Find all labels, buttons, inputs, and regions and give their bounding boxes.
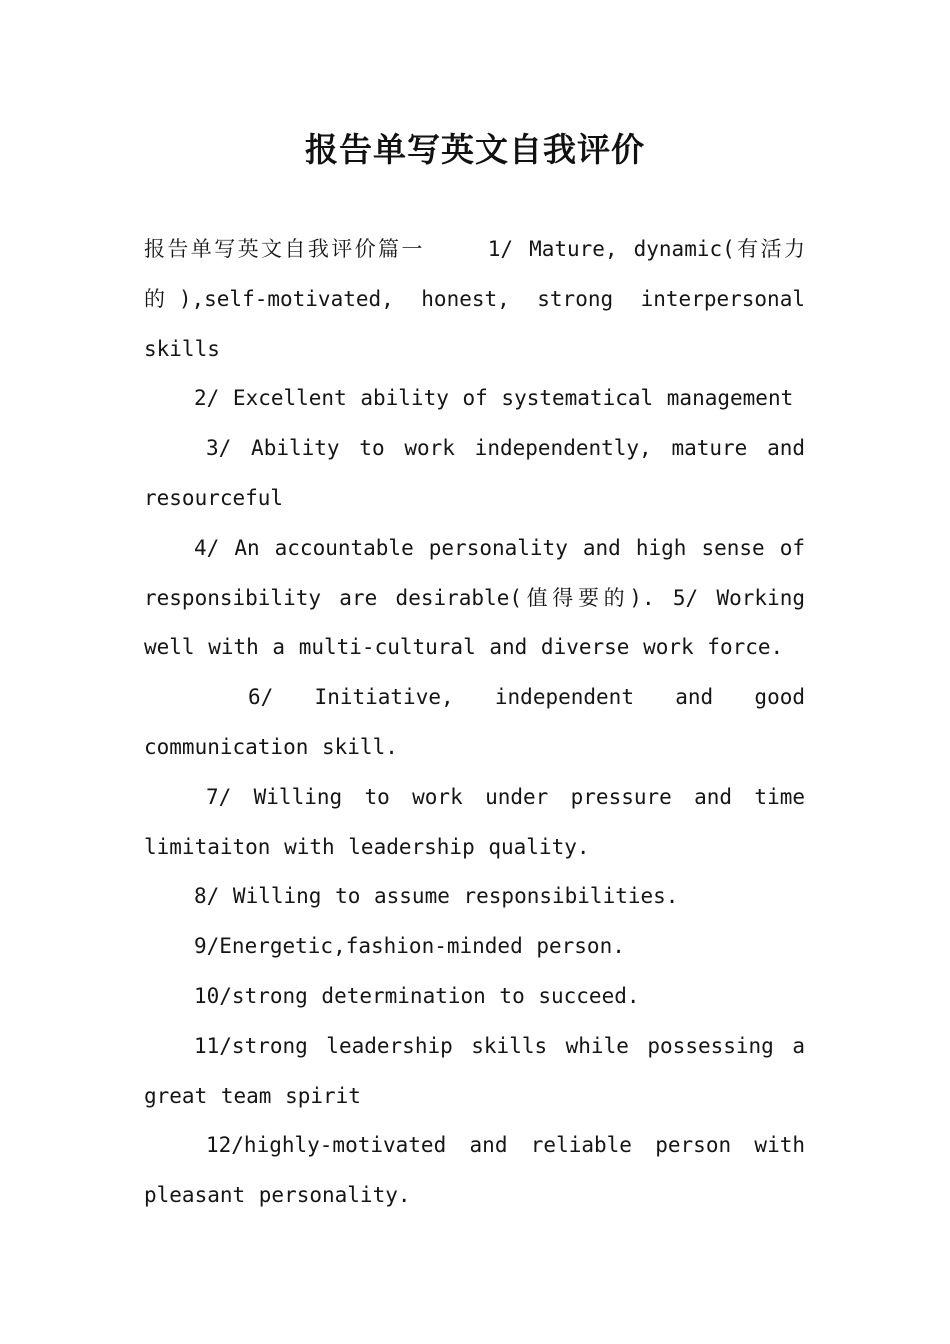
paragraph-3: 3/ Ability to work independently, mature and resourceful [144,436,805,510]
paragraph-8: 9/Energetic,fashion-minded person. [194,934,625,959]
paragraph-1: 报告单写英文自我评价篇一 1/ Mature, dynamic(有活力的),self-motivated, honest, strong interpersonal skills [144,237,805,361]
paragraph-5: 6/ Initiative, independent and good communication skill. [144,685,805,759]
paragraph-11: 12/highly-motivated and reliable person with pleasant personality. [144,1133,805,1208]
paragraph-9: 10/strong determination to succeed. [194,983,640,1008]
paragraph-7: 8/ Willing to assume responsibilities. [194,884,679,909]
paragraph-10: 11/strong leadership skills while possessing a great team spirit [144,1033,805,1108]
paragraph-2: 2/ Excellent ability of systematical management [194,386,794,411]
document-body [144,225,805,1221]
paragraph-4: 4/ An accountable personality and high sense of responsibility are desirable(值得要的). 5/ Working well with a multi-cultural and diverse work force. [144,535,805,660]
document-title: 报告单写英文自我评价 [305,130,645,169]
paragraph-6: 7/ Willing to work under pressure and time limitaiton with leadership quality. [144,784,805,859]
